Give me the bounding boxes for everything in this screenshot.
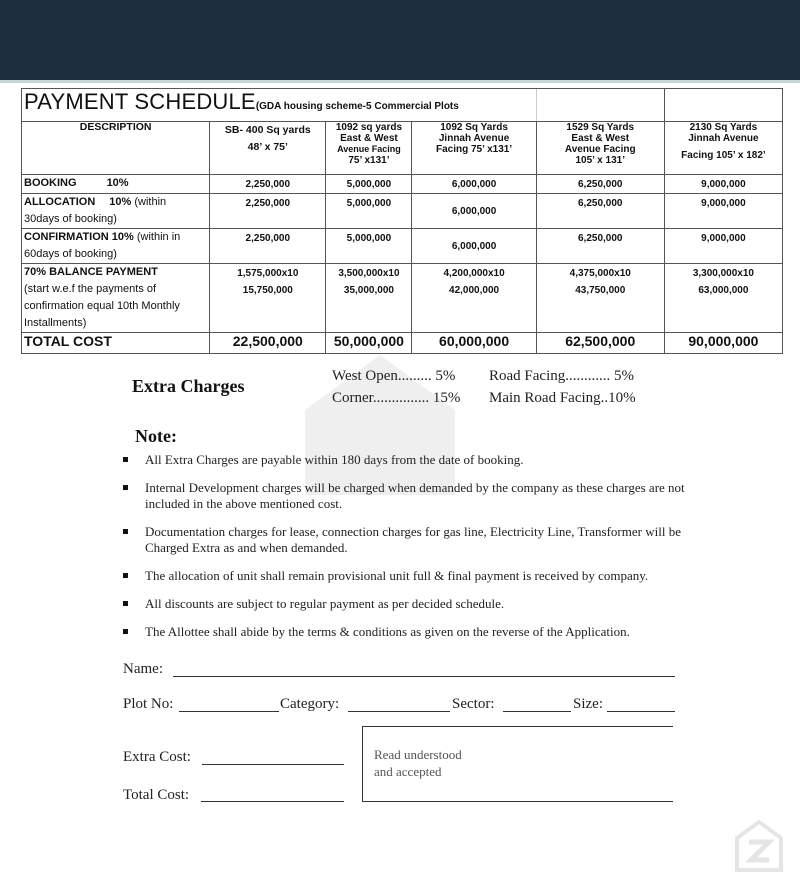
- row-description: CONFIRMATION 10% (within in 60days of booking): [22, 229, 210, 264]
- col-header-4: 1529 Sq Yards East & West Avenue Facing 105’ x 131’: [536, 122, 664, 175]
- notes-list: [121, 452, 691, 652]
- total-cell: 22,500,000: [210, 333, 326, 354]
- table-cell: 5,000,000: [326, 229, 412, 264]
- table-cell: 6,250,000: [536, 194, 664, 229]
- size-label: Size:: [573, 696, 603, 712]
- total-cost-field[interactable]: [201, 801, 344, 802]
- table-cell: 6,000,000: [412, 175, 536, 194]
- plot-no-label: Plot No:: [123, 696, 174, 712]
- table-cell: 2,250,000: [210, 175, 326, 194]
- table-cell: 9,000,000: [664, 194, 782, 229]
- brand-logo-icon: [735, 820, 783, 872]
- page-title: PAYMENT SCHEDULE: [24, 89, 256, 114]
- title-row: [22, 89, 783, 122]
- page-subtitle: (GDA housing scheme-5 Commercial Plots: [255, 101, 459, 112]
- table-row-booking: [22, 175, 783, 194]
- extra-charges-title: Extra Charges: [132, 376, 245, 396]
- row-description: ALLOCATION 10% (within 30days of booking): [22, 194, 210, 229]
- total-label: TOTAL COST: [22, 333, 210, 354]
- table-cell: 4,375,000x10 43,750,000: [536, 264, 664, 333]
- total-cell: 50,000,000: [326, 333, 412, 354]
- list-item: Internal Development charges will be charged when demanded by the company as these charges are not included in the above mentioned cost.: [121, 480, 691, 512]
- col-header-2: 1092 sq yards East & West Avenue Facing 75’ x131’: [326, 122, 412, 175]
- table-cell: 6,000,000: [412, 229, 536, 264]
- table-row-allocation: [22, 194, 783, 229]
- table-row-confirmation: [22, 229, 783, 264]
- col-header-1: SB- 400 Sq yards 48’ x 75’: [210, 122, 326, 175]
- table-cell: 6,250,000: [536, 229, 664, 264]
- row-description: BOOKING 10%: [22, 175, 210, 194]
- corner-charge: Corner............... 15%: [332, 390, 461, 406]
- table-cell: 6,000,000: [412, 194, 536, 229]
- row-description: 70% BALANCE PAYMENT (start w.e.f the payments of confirmation equal 10th Monthly Installments): [22, 264, 210, 333]
- list-item: All Extra Charges are payable within 180 days from the date of booking.: [121, 452, 691, 468]
- plot-no-field[interactable]: [179, 711, 279, 712]
- total-cell: 62,500,000: [536, 333, 664, 354]
- table-cell: 6,250,000: [536, 175, 664, 194]
- list-item: The Allottee shall abide by the terms & conditions as given on the reverse of the Application.: [121, 624, 691, 640]
- table-cell: 4,200,000x10 42,000,000: [412, 264, 536, 333]
- road-facing-charge: Road Facing............ 5%: [489, 368, 634, 384]
- payment-schedule-table: [21, 88, 783, 354]
- table-cell: 5,000,000: [326, 194, 412, 229]
- total-cell: 90,000,000: [664, 333, 782, 354]
- table-cell: 3,300,000x10 63,000,000: [664, 264, 782, 333]
- main-road-facing-charge: Main Road Facing..10%: [489, 390, 636, 406]
- table-row-balance: [22, 264, 783, 333]
- description-header: DESCRIPTION: [22, 122, 210, 175]
- west-open-charge: West Open......... 5%: [332, 368, 456, 384]
- list-item: The allocation of unit shall remain provisional unit full & final payment is received by company.: [121, 568, 691, 584]
- note-title: Note:: [135, 426, 177, 446]
- col-header-5: 2130 Sq Yards Jinnah Avenue Facing 105’ x 182’: [664, 122, 782, 175]
- table-row-total: [22, 333, 783, 354]
- table-cell: 2,250,000: [210, 229, 326, 264]
- total-cell: 60,000,000: [412, 333, 536, 354]
- table-cell: 9,000,000: [664, 229, 782, 264]
- sector-label: Sector:: [452, 696, 495, 712]
- table-cell: 9,000,000: [664, 175, 782, 194]
- sector-field[interactable]: [503, 711, 571, 712]
- extra-cost-field[interactable]: [202, 764, 344, 765]
- table-cell: 5,000,000: [326, 175, 412, 194]
- table-cell: 1,575,000x10 15,750,000: [210, 264, 326, 333]
- list-item: Documentation charges for lease, connection charges for gas line, Electricity Line, Transformer will be Charged Extra as and when demanded.: [121, 524, 691, 556]
- extra-cost-label: Extra Cost:: [123, 749, 191, 765]
- category-field[interactable]: [348, 711, 450, 712]
- name-field[interactable]: [173, 676, 675, 677]
- table-cell: 3,500,000x10 35,000,000: [326, 264, 412, 333]
- name-label: Name:: [123, 661, 163, 677]
- total-cost-label: Total Cost:: [123, 787, 190, 803]
- top-banner: [0, 0, 800, 80]
- size-field[interactable]: [607, 711, 675, 712]
- read-accepted-text: Read understood and accepted: [374, 747, 462, 779]
- table-cell: 2,250,000: [210, 194, 326, 229]
- table-header-row: [22, 122, 783, 175]
- top-divider: [0, 80, 800, 83]
- category-label: Category:: [280, 696, 340, 712]
- col-header-3: 1092 Sq Yards Jinnah Avenue Facing 75’ x131’: [412, 122, 536, 175]
- list-item: All discounts are subject to regular payment as per decided schedule.: [121, 596, 691, 612]
